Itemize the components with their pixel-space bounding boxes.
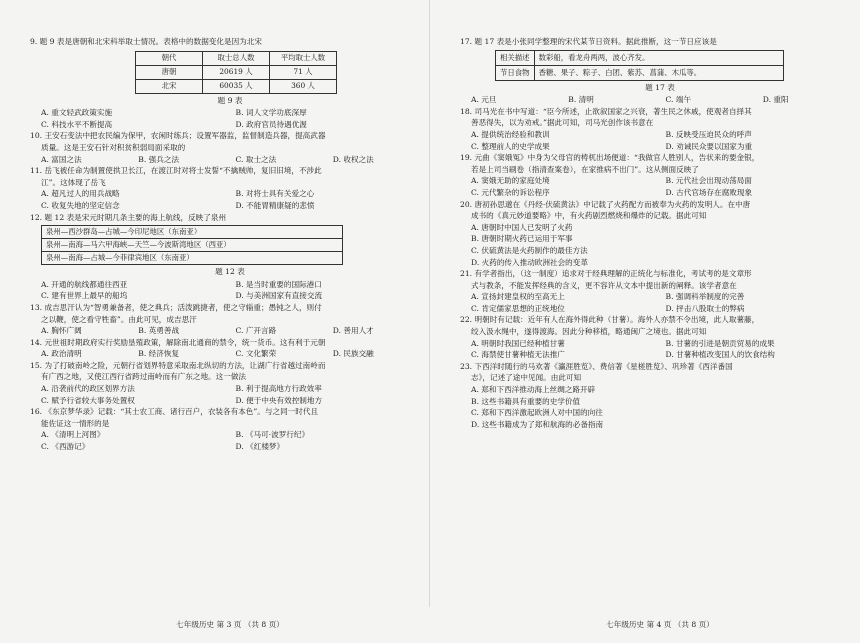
option: D. 收权之法 xyxy=(333,154,430,166)
q15-options xyxy=(30,383,430,406)
option: D. 甘薯种植改变国人的饮食结构 xyxy=(666,349,860,361)
q9-table xyxy=(135,51,337,94)
option: A. 超凡过人的用兵战略 xyxy=(41,188,236,200)
q23-stem-line: 23. 下西洋时随行的马欢著《瀛涯胜览》、费信著《星槎胜览》、巩珍著《西洋番国 xyxy=(460,361,860,373)
q20-stem-line: 20. 唐初孙思邈在《丹经·伏硫黄法》中记载了火药配方而被奉为火药的发明人。在中唐 xyxy=(460,199,860,211)
option: C. 科技水平不断提高 xyxy=(41,119,236,131)
option: D. 重阳 xyxy=(763,94,860,106)
q22-stem-line: 绞入汲水绳中，遂得渡海。因此分种移植，略通闽广之境也。据此可知 xyxy=(460,326,860,338)
option: A. 宣扬封建皇权的至高无上 xyxy=(471,291,666,303)
q10-options xyxy=(30,154,430,166)
page-footer: 七年级历史 第 3 页 （共 8 页） xyxy=(30,619,430,631)
option: B. 清明 xyxy=(568,94,665,106)
q17-table-label: 相关描述 xyxy=(496,50,535,65)
q18-stem-line: 18. 司马光在书中写道：“臣今所述，止欲叙国家之兴衰，著生民之休戚，使观者自择其 xyxy=(460,106,860,118)
option: A. 开通的航线都通往西亚 xyxy=(41,279,236,291)
option: D. 民族交融 xyxy=(333,348,430,360)
option: D. 这些书籍成为了郑和航海的必备指南 xyxy=(471,419,860,431)
option: A. 富国之法 xyxy=(41,154,138,166)
q22-stem-line: 22. 明朝时有记载：近年有人在海外得此种（甘薯）。海外人亦禁不令出境，此人取薯藤， xyxy=(460,314,860,326)
option: A. 重文轻武政策实施 xyxy=(41,107,236,119)
option: B. 甘薯的引进是朝贡贸易的成果 xyxy=(666,338,860,350)
q11-stem-line: 11. 岳飞被任命为制置使拱卫长江，在渡江时对将士发誓“不擒贼帅，复旧旧境，不涉此 xyxy=(30,165,430,177)
q11-stem-line: 江”。这体现了岳飞 xyxy=(30,177,430,189)
option: D. 不能胃精康疑的悲愤 xyxy=(236,200,431,212)
q12-stem: 12. 题 12 表是宋元时期几条主要的海上航线，反映了泉州 xyxy=(30,212,430,224)
q12-route: 泉州—南海—占城—今菲律宾地区（东南亚） xyxy=(42,252,342,264)
q18-options xyxy=(460,129,860,152)
q19-stem-line: 若是上司当刷卷（指清查案卷），在家推病不出门”。这从侧面反映了 xyxy=(460,164,860,176)
q12-table-caption: 题 12 表 xyxy=(30,266,430,278)
option: B. 强兵之法 xyxy=(138,154,235,166)
option: B. 对将士具有关爱之心 xyxy=(236,188,431,200)
q18-stem-line: 善恶得失，以为劝戒。”据此可知，司马光创作该书意在 xyxy=(460,117,860,129)
q22-options xyxy=(460,338,860,361)
option: A. 明朝时我国已经种植甘薯 xyxy=(471,338,666,350)
option: C. 端午 xyxy=(666,94,763,106)
q12-options xyxy=(30,279,430,302)
option: D. 抨击八股取士的弊病 xyxy=(666,303,860,315)
option: C. 建有世界上最早的船坞 xyxy=(41,290,236,302)
option: C. 赋予行省较大事务处置权 xyxy=(41,395,236,407)
q9-table-cell: 北宋 xyxy=(136,79,203,93)
q16-options xyxy=(30,429,430,452)
q17-table-label: 节日食物 xyxy=(496,65,535,80)
option: D. 与美洲国家有直接交流 xyxy=(236,290,431,302)
option: D. 《红楼梦》 xyxy=(236,441,431,453)
option: A. 窦娥无助的家庭处境 xyxy=(471,175,666,187)
q10-stem-line: 质量。这是王安石针对积贫积弱局面采取的 xyxy=(30,142,430,154)
option: C. 郑和下西洋激起欧洲人对中国的向往 xyxy=(471,407,860,419)
option: C. 取士之法 xyxy=(236,154,333,166)
q9-table-cell: 唐朝 xyxy=(136,65,203,79)
q9-table-cell: 360 人 xyxy=(270,79,337,93)
option: A. 政治清明 xyxy=(41,348,138,360)
option: B. 英勇善战 xyxy=(138,325,235,337)
q13-options xyxy=(30,325,430,337)
option: C. 文化繁荣 xyxy=(236,348,333,360)
option: D. 古代官场存在腐败现象 xyxy=(666,187,860,199)
option: C. 整理前人的史学成果 xyxy=(471,141,666,153)
q12-route: 泉州—西沙群岛—占城—今印尼地区（东南亚） xyxy=(42,226,342,239)
page-footer: 七年级历史 第 4 页 （共 8 页） xyxy=(460,619,860,631)
option: C. 《西游记》 xyxy=(41,441,236,453)
option: B. 是当时重要的国际港口 xyxy=(236,279,431,291)
q17-stem: 17. 题 17 表是小张同学整理的宋代某节日资料。据此推断，这一节日应该是 xyxy=(460,36,860,48)
option: A. 《清明上河图》 xyxy=(41,429,236,441)
q17-options xyxy=(460,94,860,106)
q9-table-caption: 题 9 表 xyxy=(30,95,430,107)
q12-route-table xyxy=(41,225,343,265)
option: C. 肯定儒家思想的正统地位 xyxy=(471,303,666,315)
page-4 xyxy=(460,0,860,643)
q10-stem-line: 10. 王安石变法中把农民编为保甲，农闲时练兵；设置军器监，监督制造兵器，提高武器 xyxy=(30,130,430,142)
option: A. 提供统治经验和教训 xyxy=(471,129,666,141)
q9-table-cell: 20619 人 xyxy=(203,65,270,79)
q13-stem-line: 13. 成吉思汗认为“智勇兼备者，使之典兵；活泼跳捷者，使之守辎重；愚钝之人，则付 xyxy=(30,302,430,314)
q15-stem-line: 有广西之地，又使江西行省跨过南岭而有广东之地。这一做法 xyxy=(30,371,430,383)
option: B. 反映受压迫民众的呼声 xyxy=(666,129,860,141)
q9-options xyxy=(30,107,430,130)
option: C. 伏硫黄法是火药制作的最佳方法 xyxy=(471,245,860,257)
option: B. 经济恢复 xyxy=(138,348,235,360)
q20-options xyxy=(460,222,860,268)
option: D. 火药的传入推动欧洲社会的变革 xyxy=(471,257,860,269)
option: C. 海禁使甘薯种植无法推广 xyxy=(471,349,666,361)
q21-options xyxy=(460,291,860,314)
option: A. 唐朝时中国人已发明了火药 xyxy=(471,222,860,234)
q9-stem: 9. 题 9 表是唐朝和北宋科举取士情况。表格中的数据变化是因为北宋 xyxy=(30,36,430,48)
q15-stem-line: 15. 为了打破南岭之险，元朝行省划界特意采取南北纵切的方法，让湖广行省越过南岭而 xyxy=(30,360,430,372)
option: B. 这些书籍具有重要的史学价值 xyxy=(471,396,860,408)
q21-stem-line: 21. 有学者指出，（这一制度）追求对于经典理解的正统化与标准化，考试考的是文章形 xyxy=(460,268,860,280)
q14-stem-line: 14. 元世祖时期政府实行奖励垦殖政策，解除南北通商的禁令，统一货币。这有利于元朝 xyxy=(30,337,430,349)
q9-table-cell: 71 人 xyxy=(270,65,337,79)
q17-table-caption: 题 17 表 xyxy=(460,82,860,94)
q14-options xyxy=(30,348,430,360)
option: A. 元旦 xyxy=(471,94,568,106)
q12-route: 泉州—南海—马六甲海峡—天竺—今波斯湾地区（西亚） xyxy=(42,239,342,252)
q17-table xyxy=(495,50,784,81)
option: C. 广开言路 xyxy=(236,325,333,337)
q17-table-cell: 数彩船，看龙舟两两，波心齐发。 xyxy=(534,50,783,65)
option: D. 便于中央有效控制地方 xyxy=(236,395,431,407)
option: D. 善用人才 xyxy=(333,325,430,337)
q20-stem-line: 成书的《真元妙道要略》中，有火药剧烈燃烧和爆炸的记载。据此可知 xyxy=(460,210,860,222)
option: B. 强调科举制度的完善 xyxy=(666,291,860,303)
option: A. 沿袭前代的政区划界方法 xyxy=(41,383,236,395)
q16-stem-line: 能佐证这一情形的是 xyxy=(30,418,430,430)
q17-table-cell: 香糖、果子、粽子、白团、紫苏、菖蒲、木瓜等。 xyxy=(534,65,783,80)
option: A. 郑和下西洋推动海上丝绸之路开辟 xyxy=(471,384,860,396)
option: B. 词人文学功底深厚 xyxy=(236,107,431,119)
q23-options xyxy=(460,384,860,430)
option: D. 劝诫民众要以国家为重 xyxy=(666,141,860,153)
q9-table-header: 取士总人数 xyxy=(203,51,270,65)
option: D. 政府官员待遇优渥 xyxy=(236,119,431,131)
page-3 xyxy=(30,0,430,643)
q11-options xyxy=(30,188,430,211)
q13-stem-line: 之以鞭，使之看守牲畜”。由此可见，成吉思汗 xyxy=(30,314,430,326)
option: C. 元代繁杂的诉讼程序 xyxy=(471,187,666,199)
q19-options xyxy=(460,175,860,198)
q21-stem-line: 式与教条，不能发挥经典的含义，更不容许从文本中提出新的阐释。该学者意在 xyxy=(460,280,860,292)
q23-stem-line: 志》，记述了途中见闻。由此可知 xyxy=(460,372,860,384)
option: B. 元代社会出现动荡局面 xyxy=(666,175,860,187)
q16-stem-line: 16. 《东京梦华录》记载：“其士农工商、诸行百户，衣装各有本色”。与之同一时代且 xyxy=(30,406,430,418)
option: B. 唐朝时期火药已运用于军事 xyxy=(471,233,860,245)
option: A. 胸怀广阔 xyxy=(41,325,138,337)
q19-stem-line: 19. 元曲《窦娥冤》中身为父母官的梼杌出场便道：“我做官人胜别人，告状来的要金银， xyxy=(460,152,860,164)
option: C. 收复失地的坚定信念 xyxy=(41,200,236,212)
q9-table-header: 平均取士人数 xyxy=(270,51,337,65)
option: B. 《马可·波罗行纪》 xyxy=(236,429,431,441)
q9-table-header: 朝代 xyxy=(136,51,203,65)
option: B. 利于提高地方行政效率 xyxy=(236,383,431,395)
q9-table-cell: 60035 人 xyxy=(203,79,270,93)
